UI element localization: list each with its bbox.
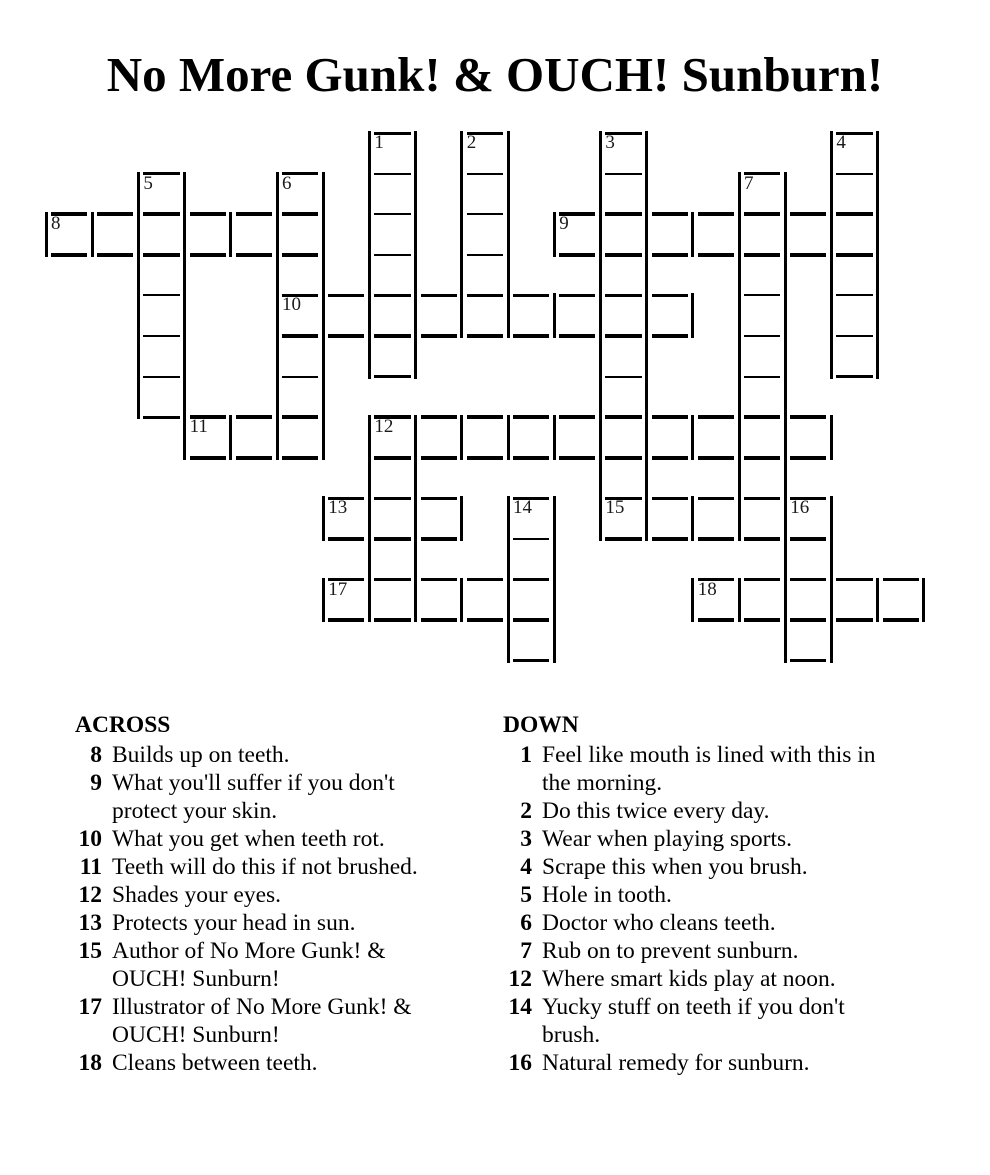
- clue-text: Teeth will do this if not brushed.: [112, 854, 418, 880]
- clue-text: Where smart kids play at noon.: [542, 966, 836, 992]
- cell-number: 18: [697, 578, 717, 600]
- puzzle-title: No More Gunk! & OUCH! Sunburn!: [106, 47, 884, 102]
- grid-line: [553, 415, 556, 460]
- cell-number: 4: [836, 132, 846, 153]
- grid-line: [599, 496, 602, 541]
- grid-line: [605, 537, 641, 541]
- grid-line: [374, 537, 410, 541]
- across-header: ACROSS: [75, 712, 171, 738]
- grid-line: [698, 618, 734, 622]
- clue-item: [495, 825, 935, 853]
- grid-line: [922, 578, 925, 623]
- cell-number: 16: [790, 497, 810, 519]
- clue-text: Natural remedy for sunburn.: [542, 1050, 810, 1076]
- grid-line: [836, 375, 872, 378]
- grid-line: [744, 253, 780, 257]
- grid-line: [236, 415, 272, 419]
- grid-line: [374, 618, 410, 622]
- clue-item: [495, 993, 935, 1049]
- grid-line: [605, 334, 641, 338]
- grid-line: [513, 456, 549, 460]
- grid-line: [137, 212, 140, 257]
- grid-line: [605, 294, 641, 298]
- grid-line: [830, 578, 833, 623]
- grid-line: [790, 212, 826, 216]
- grid-line: [236, 253, 272, 257]
- grid-line: [368, 415, 371, 460]
- grid-line: [328, 618, 364, 622]
- across-clues: [60, 711, 460, 1077]
- grid-line: [282, 376, 318, 378]
- clue-text: Wear when playing sports.: [542, 826, 793, 852]
- cell-number: 9: [559, 213, 569, 235]
- clue-number: 16: [508, 1050, 532, 1076]
- grid-line: [652, 253, 688, 257]
- grid-line: [421, 415, 457, 419]
- grid-line: [790, 415, 826, 419]
- clue-number: 6: [520, 910, 532, 936]
- grid-line: [744, 376, 780, 378]
- grid-line: [421, 294, 457, 298]
- grid-line: [738, 212, 741, 257]
- grid-line: [236, 456, 272, 460]
- grid-line: [51, 253, 87, 257]
- grid-line: [276, 212, 279, 257]
- grid-line: [738, 415, 741, 460]
- grid-line: [605, 212, 641, 216]
- down-clues: [495, 711, 935, 1077]
- grid-line: [229, 212, 232, 257]
- cell-number: 12: [374, 416, 394, 438]
- grid-line: [513, 415, 549, 419]
- grid-line: [744, 415, 780, 419]
- grid-line: [143, 294, 179, 296]
- clue-number: 8: [90, 742, 102, 768]
- grid-line: [652, 212, 688, 216]
- cell-number: 8: [51, 213, 61, 235]
- grid-line: [414, 293, 417, 338]
- clue-number: 13: [78, 910, 102, 936]
- clue-text: Shades your eyes.: [112, 882, 282, 908]
- grid-line: [143, 416, 179, 419]
- grid-line: [836, 294, 872, 296]
- grid-line: [513, 618, 549, 622]
- clue-text: What you get when teeth rot.: [112, 826, 385, 852]
- grid-line: [836, 212, 872, 216]
- grid-line: [467, 173, 503, 175]
- grid-line: [784, 212, 787, 257]
- clue-section: [0, 711, 990, 1131]
- grid-line: [744, 497, 780, 501]
- clue-item: [60, 825, 460, 853]
- grid-line: [374, 578, 410, 582]
- grid-line: [374, 173, 410, 175]
- grid-line: [374, 294, 410, 298]
- grid-line: [790, 659, 826, 662]
- grid-line: [599, 415, 602, 460]
- grid-line: [645, 293, 648, 338]
- clue-item: [60, 993, 460, 1049]
- grid-line: [599, 293, 602, 338]
- grid-line: [605, 456, 641, 460]
- grid-line: [559, 334, 595, 338]
- grid-line: [553, 212, 556, 257]
- clue-item: [495, 909, 935, 937]
- clue-text: What you'll suffer if you don't protect your skin.: [112, 770, 395, 824]
- grid-line: [652, 334, 688, 338]
- grid-line: [236, 212, 272, 216]
- grid-line: [143, 212, 179, 216]
- grid-line: [790, 618, 826, 622]
- clue-number: 12: [508, 966, 532, 992]
- grid-line: [876, 578, 879, 623]
- grid-line: [744, 294, 780, 296]
- clue-number: 3: [520, 826, 532, 852]
- grid-line: [599, 212, 602, 257]
- grid-line: [691, 496, 694, 541]
- grid-line: [698, 415, 734, 419]
- grid-line: [229, 415, 232, 460]
- grid-line: [559, 253, 595, 257]
- grid-line: [830, 212, 833, 257]
- grid-line: [790, 537, 826, 541]
- grid-line: [467, 254, 503, 256]
- cell-number: 3: [605, 132, 615, 153]
- grid-line: [421, 537, 457, 541]
- grid-line: [467, 213, 503, 215]
- grid-line: [513, 334, 549, 338]
- grid-line: [784, 578, 787, 623]
- clue-number: 1: [520, 742, 532, 768]
- cell-number: 2: [466, 132, 477, 153]
- grid-line: [645, 212, 648, 257]
- grid-line: [421, 456, 457, 460]
- grid-line: [691, 293, 694, 338]
- grid-line: [652, 415, 688, 419]
- grid-line: [883, 618, 919, 622]
- clue-text: Doctor who cleans teeth.: [542, 910, 776, 936]
- clue-number: 2: [520, 798, 532, 824]
- grid-line: [421, 578, 457, 582]
- clue-number: 9: [90, 770, 102, 796]
- grid-line: [374, 254, 410, 256]
- clue-item: [60, 741, 460, 769]
- grid-line: [183, 212, 186, 257]
- grid-line: [368, 293, 371, 338]
- clue-text: Scrape this when you brush.: [542, 854, 808, 880]
- grid-line: [328, 334, 364, 338]
- grid-line: [652, 456, 688, 460]
- grid-line: [374, 456, 410, 460]
- grid-line: [507, 578, 510, 623]
- grid-line: [467, 415, 503, 419]
- grid-line: [652, 294, 688, 298]
- grid-line: [836, 173, 872, 175]
- clue-number: 11: [79, 854, 102, 880]
- grid-line: [744, 456, 780, 460]
- cell-number: 10: [282, 294, 301, 316]
- clue-item: [60, 937, 460, 993]
- grid-line: [605, 253, 641, 257]
- grid-line: [738, 578, 741, 623]
- grid-line: [645, 496, 648, 541]
- grid-line: [553, 578, 556, 623]
- grid-line: [374, 334, 410, 338]
- grid-line: [790, 253, 826, 257]
- cell-number: 15: [605, 497, 625, 519]
- grid-line: [282, 456, 318, 460]
- grid-line: [467, 618, 503, 622]
- clue-item: [495, 1049, 935, 1077]
- grid-line: [698, 212, 734, 216]
- grid-line: [322, 578, 325, 623]
- clue-text: Protects your head in sun.: [112, 910, 356, 936]
- grid-line: [652, 497, 688, 501]
- grid-line: [183, 415, 186, 460]
- grid-line: [790, 578, 826, 582]
- grid-line: [460, 293, 463, 338]
- grid-line: [190, 456, 226, 460]
- grid-line: [836, 618, 872, 622]
- grid-line: [460, 415, 463, 460]
- clue-number: 10: [78, 826, 102, 852]
- grid-line: [507, 415, 510, 460]
- grid-line: [460, 578, 463, 623]
- grid-line: [97, 212, 133, 216]
- grid-line: [414, 131, 417, 379]
- clue-number: 17: [78, 994, 102, 1020]
- cell-number: 17: [328, 578, 348, 600]
- cell-number: 14: [513, 497, 532, 519]
- grid-line: [830, 496, 833, 541]
- clue-text: Illustrator of No More Gunk! & OUCH! Sunburn!: [112, 994, 412, 1048]
- grid-line: [876, 212, 879, 257]
- grid-line: [698, 456, 734, 460]
- grid-line: [553, 293, 556, 338]
- grid-line: [190, 253, 226, 257]
- grid-line: [784, 496, 787, 541]
- grid-line: [276, 415, 279, 460]
- clue-text: Do this twice every day.: [542, 798, 770, 824]
- grid-line: [744, 212, 780, 216]
- grid-line: [414, 415, 417, 460]
- clue-item: [495, 881, 935, 909]
- grid-line: [421, 618, 457, 622]
- grid-line: [467, 456, 503, 460]
- grid-line: [137, 172, 140, 420]
- grid-line: [374, 375, 410, 378]
- grid-line: [368, 578, 371, 623]
- clue-text: Rub on to prevent sunburn.: [542, 938, 799, 964]
- clue-number: 7: [520, 938, 532, 964]
- grid-line: [322, 212, 325, 257]
- clue-item: [495, 965, 935, 993]
- grid-line: [276, 293, 279, 338]
- grid-line: [467, 334, 503, 338]
- grid-line: [830, 415, 833, 460]
- grid-line: [836, 578, 872, 582]
- cell-number: 7: [744, 172, 754, 194]
- clue-number: 14: [508, 994, 532, 1020]
- clue-text: Yucky stuff on teeth if you don't brush.: [542, 994, 845, 1048]
- clue-number: 18: [78, 1050, 102, 1076]
- grid-line: [744, 537, 780, 541]
- grid-line: [421, 334, 457, 338]
- grid-line: [698, 253, 734, 257]
- grid-line: [744, 578, 780, 582]
- clue-item: [495, 853, 935, 881]
- grid-line: [513, 659, 549, 662]
- clue-number: 5: [520, 882, 532, 908]
- grid-line: [883, 578, 919, 582]
- grid-line: [282, 415, 318, 419]
- grid-line: [652, 537, 688, 541]
- clue-item: [495, 797, 935, 825]
- clue-number: 4: [520, 854, 532, 880]
- grid-line: [559, 456, 595, 460]
- clue-item: [495, 741, 935, 797]
- clue-item: [60, 881, 460, 909]
- grid-line: [374, 497, 410, 501]
- grid-line: [698, 497, 734, 501]
- grid-line: [559, 415, 595, 419]
- grid-line: [183, 172, 186, 420]
- grid-line: [91, 212, 94, 257]
- grid-line: [143, 335, 179, 337]
- grid-line: [322, 496, 325, 541]
- clue-item: [60, 769, 460, 825]
- grid-line: [744, 618, 780, 622]
- grid-line: [513, 578, 549, 582]
- cell-number: 13: [328, 497, 348, 519]
- grid-line: [421, 497, 457, 501]
- clue-item: [60, 853, 460, 881]
- clue-text: Feel like mouth is lined with this in the morning.: [542, 742, 876, 796]
- clue-text: Builds up on teeth.: [112, 742, 290, 768]
- clue-item: [60, 909, 460, 937]
- clue-text: Author of No More Gunk! & OUCH! Sunburn!: [112, 938, 386, 992]
- grid-line: [836, 335, 872, 337]
- clue-number: 15: [78, 938, 102, 964]
- grid-line: [507, 293, 510, 338]
- grid-line: [414, 496, 417, 541]
- grid-line: [691, 578, 694, 623]
- clue-text: Cleans between teeth.: [112, 1050, 318, 1076]
- grid-line: [691, 212, 694, 257]
- grid-line: [738, 496, 741, 541]
- clue-number: 12: [78, 882, 102, 908]
- grid-line: [374, 213, 410, 215]
- grid-line: [368, 496, 371, 541]
- grid-line: [322, 293, 325, 338]
- clue-item: [495, 937, 935, 965]
- grid-line: [328, 537, 364, 541]
- grid-line: [691, 415, 694, 460]
- cell-number: 1: [374, 132, 384, 153]
- grid-line: [605, 376, 641, 378]
- grid-line: [143, 376, 179, 378]
- grid-line: [559, 294, 595, 298]
- cell-number: 6: [282, 172, 292, 194]
- grid-line: [97, 253, 133, 257]
- down-clue-list: [495, 741, 935, 1077]
- grid-line: [836, 253, 872, 257]
- grid-line: [467, 294, 503, 298]
- grid-line: [414, 578, 417, 623]
- grid-line: [460, 496, 463, 541]
- down-header: DOWN: [503, 712, 579, 738]
- grid-line: [282, 253, 318, 257]
- grid-line: [467, 578, 503, 582]
- grid-line: [784, 415, 787, 460]
- grid-line: [368, 131, 371, 379]
- grid-line: [605, 173, 641, 175]
- grid-line: [282, 334, 318, 338]
- cell-number: 5: [143, 172, 153, 194]
- grid-line: [328, 294, 364, 298]
- clue-text: Hole in tooth.: [542, 882, 672, 908]
- grid-line: [513, 538, 549, 540]
- grid-line: [45, 212, 48, 257]
- grid-line: [513, 294, 549, 298]
- grid-line: [143, 253, 179, 257]
- grid-line: [605, 415, 641, 419]
- grid-line: [282, 212, 318, 216]
- grid-line: [190, 212, 226, 216]
- grid-line: [744, 335, 780, 337]
- cell-number: 11: [189, 416, 208, 438]
- grid-line: [698, 537, 734, 541]
- grid-line: [790, 456, 826, 460]
- across-clue-list: [60, 741, 460, 1077]
- grid-line: [322, 415, 325, 460]
- clue-item: [60, 1049, 460, 1077]
- grid-line: [645, 415, 648, 460]
